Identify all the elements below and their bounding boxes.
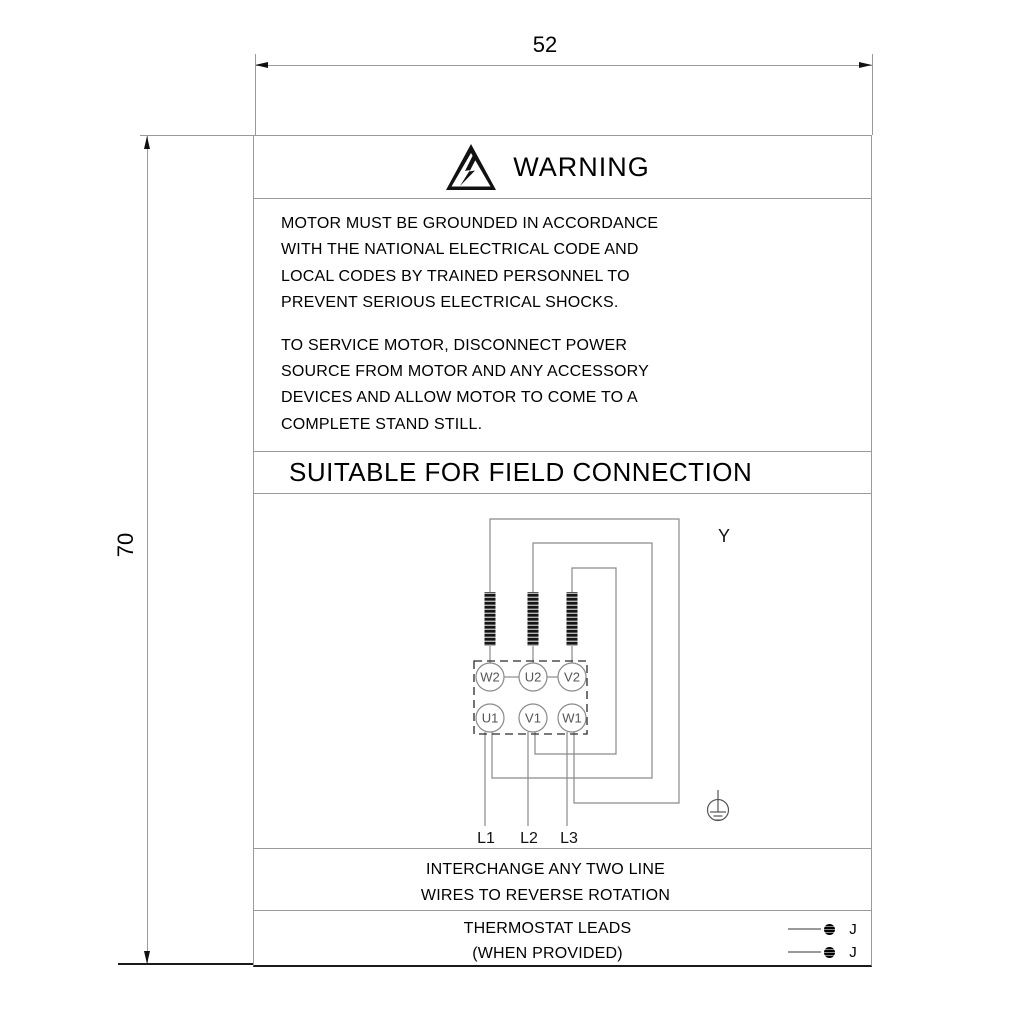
thermostat-note-line: (WHEN PROVIDED)	[472, 945, 623, 962]
safety-line: SOURCE FROM MOTOR AND ANY ACCESSORY	[281, 363, 649, 381]
warning-header	[254, 136, 871, 199]
arrow-right-icon	[859, 62, 872, 68]
earth-ground-icon	[708, 790, 729, 821]
terminal-label: U2	[524, 669, 542, 685]
line-label-l2: L2	[520, 830, 538, 847]
extension-line	[118, 963, 253, 965]
thermostat-section	[254, 911, 871, 965]
winding-coil-icons	[485, 592, 578, 646]
extension-line	[255, 54, 256, 135]
interchange-note-line: INTERCHANGE ANY TWO LINE	[426, 861, 665, 878]
line-label-l3: L3	[560, 830, 578, 847]
terminal-label: V1	[525, 710, 541, 726]
terminal-label: W2	[480, 669, 500, 685]
motor-warning-label	[253, 135, 872, 967]
safety-line: MOTOR MUST BE GROUNDED IN ACCORDANCE	[281, 215, 659, 232]
winding-coil	[528, 592, 539, 646]
field-connection-banner	[254, 452, 871, 494]
winding-coil	[485, 592, 496, 646]
width-dimension-value: 52	[532, 32, 558, 57]
safety-line: DEVICES AND ALLOW MOTOR TO COME TO A	[281, 389, 638, 407]
interchange-note-line: WIRES TO REVERSE ROTATION	[420, 887, 671, 904]
terminal-label: W1	[562, 710, 582, 726]
thermostat-note-line: THERMOSTAT LEADS	[463, 920, 632, 937]
height-dimension-value: 70	[113, 532, 138, 558]
extension-line	[140, 135, 253, 136]
thermostat-lead	[788, 943, 857, 961]
height-dimension-line	[147, 136, 148, 965]
wiring-diagram-section	[254, 494, 871, 849]
field-connection-title: SUITABLE FOR FIELD CONNECTION	[289, 457, 753, 487]
arrow-left-icon	[255, 62, 268, 68]
lead-wire	[788, 928, 821, 930]
terminal-label: U1	[481, 710, 499, 726]
lead-wire	[788, 951, 821, 953]
width-dimension-line	[255, 65, 872, 66]
safety-line: WITH THE NATIONAL ELECTRICAL CODE AND	[281, 241, 639, 259]
thermostat-lead	[788, 920, 857, 938]
warning-title: WARNING	[513, 151, 650, 182]
supply-line-labels	[477, 830, 578, 847]
lead-label: J	[849, 920, 857, 938]
line-label-l1: L1	[477, 830, 495, 847]
connection-type-label: Y	[717, 526, 731, 546]
safety-text-section	[254, 199, 871, 452]
terminal-labels	[480, 670, 582, 726]
lead-terminal-icon	[824, 924, 835, 935]
lead-terminal-icon	[824, 947, 835, 958]
interchange-note-section	[254, 849, 871, 911]
terminal-label: V2	[564, 669, 580, 685]
lead-label: J	[849, 943, 857, 961]
arrow-up-icon	[144, 136, 150, 149]
safety-line: PREVENT SERIOUS ELECTRICAL SHOCKS.	[281, 294, 619, 312]
safety-line: TO SERVICE MOTOR, DISCONNECT POWER	[281, 336, 628, 354]
extension-line	[872, 54, 873, 135]
wye-connection-diagram	[254, 494, 873, 848]
safety-line: LOCAL CODES BY TRAINED PERSONNEL TO	[281, 267, 630, 285]
safety-line: COMPLETE STAND STILL.	[281, 415, 483, 433]
winding-coil	[567, 592, 578, 646]
high-voltage-warning-icon	[445, 143, 497, 191]
